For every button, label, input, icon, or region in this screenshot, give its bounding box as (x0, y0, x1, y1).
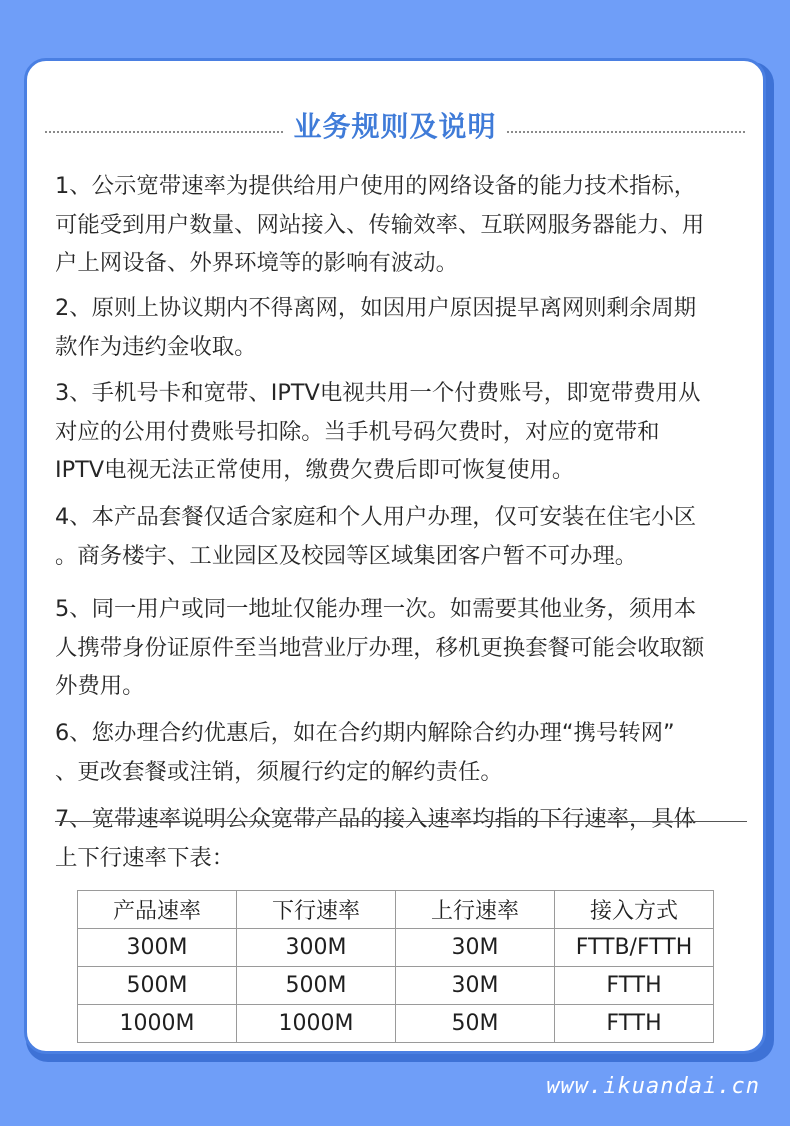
table-cell: 50M (396, 1005, 555, 1043)
table-cell: FTTB/FTTH (555, 929, 714, 967)
table-row (78, 1005, 714, 1043)
header-downlink-speed: 下行速率 (237, 891, 396, 929)
header-product-speed: 产品速率 (78, 891, 237, 929)
rule-5: 5、同一用户或同一地址仅能办理一次。如需要其他业务，须用本 人携带身份证原件至当地营业厅办理，移机更换套餐可能会收取额 外费用。 (55, 596, 705, 699)
table-row (78, 929, 714, 967)
rule-2: 2、原则上协议期内不得离网，如因用户原因提早离网则剩余周期 款作为违约金收取。 (55, 295, 697, 360)
title-divider-left (45, 131, 283, 133)
title-row (45, 105, 745, 149)
rule-7: 7、宽带速率说明公众宽带产品的接入速率均指的下行速率，具体 上下行速率下表： (55, 806, 697, 871)
table-cell: 1000M (78, 1005, 237, 1043)
header-uplink-speed: 上行速率 (396, 891, 555, 929)
table-cell: FTTH (555, 967, 714, 1005)
title-divider-right (507, 131, 745, 133)
rule-6: 6、您办理合约优惠后，如在合约期内解除合约办理“携号转网” 、更改套餐或注销，须履行约定的解约责任。 (55, 720, 675, 785)
header-access-method: 接入方式 (555, 891, 714, 929)
table-cell: 500M (78, 967, 237, 1005)
strike-line (55, 821, 747, 822)
footer-url: www.ikuandai.cn (546, 1074, 760, 1099)
table-header-row (78, 891, 714, 929)
rule-4: 4、本产品套餐仅适合家庭和个人用户办理，仅可安装在住宅小区 。商务楼宇、工业园区及校园等区域集团客户暂不可办理。 (55, 504, 697, 569)
table-cell: 30M (396, 929, 555, 967)
table-cell: 500M (237, 967, 396, 1005)
speed-table (77, 890, 714, 1043)
page-title: 业务规则及说明 (293, 110, 497, 143)
table-row (78, 967, 714, 1005)
rule-3: 3、手机号卡和宽带、IPTV电视共用一个付费账号，即宽带费用从 对应的公用付费账号扣除。当手机号码欠费时，对应的宽带和 IPTV电视无法正常使用，缴费欠费后即可恢复使用。 (55, 380, 701, 483)
table-cell: FTTH (555, 1005, 714, 1043)
rule-1: 1、公示宽带速率为提供给用户使用的网络设备的能力技术指标， 可能受到用户数量、网站接入、传输效率、互联网服务器能力、用 户上网设备、外界环境等的影响有波动。 (55, 173, 705, 276)
table-cell: 30M (396, 967, 555, 1005)
table-cell: 1000M (237, 1005, 396, 1043)
rules-card (24, 58, 766, 1054)
table-cell: 300M (78, 929, 237, 967)
table-cell: 300M (237, 929, 396, 967)
